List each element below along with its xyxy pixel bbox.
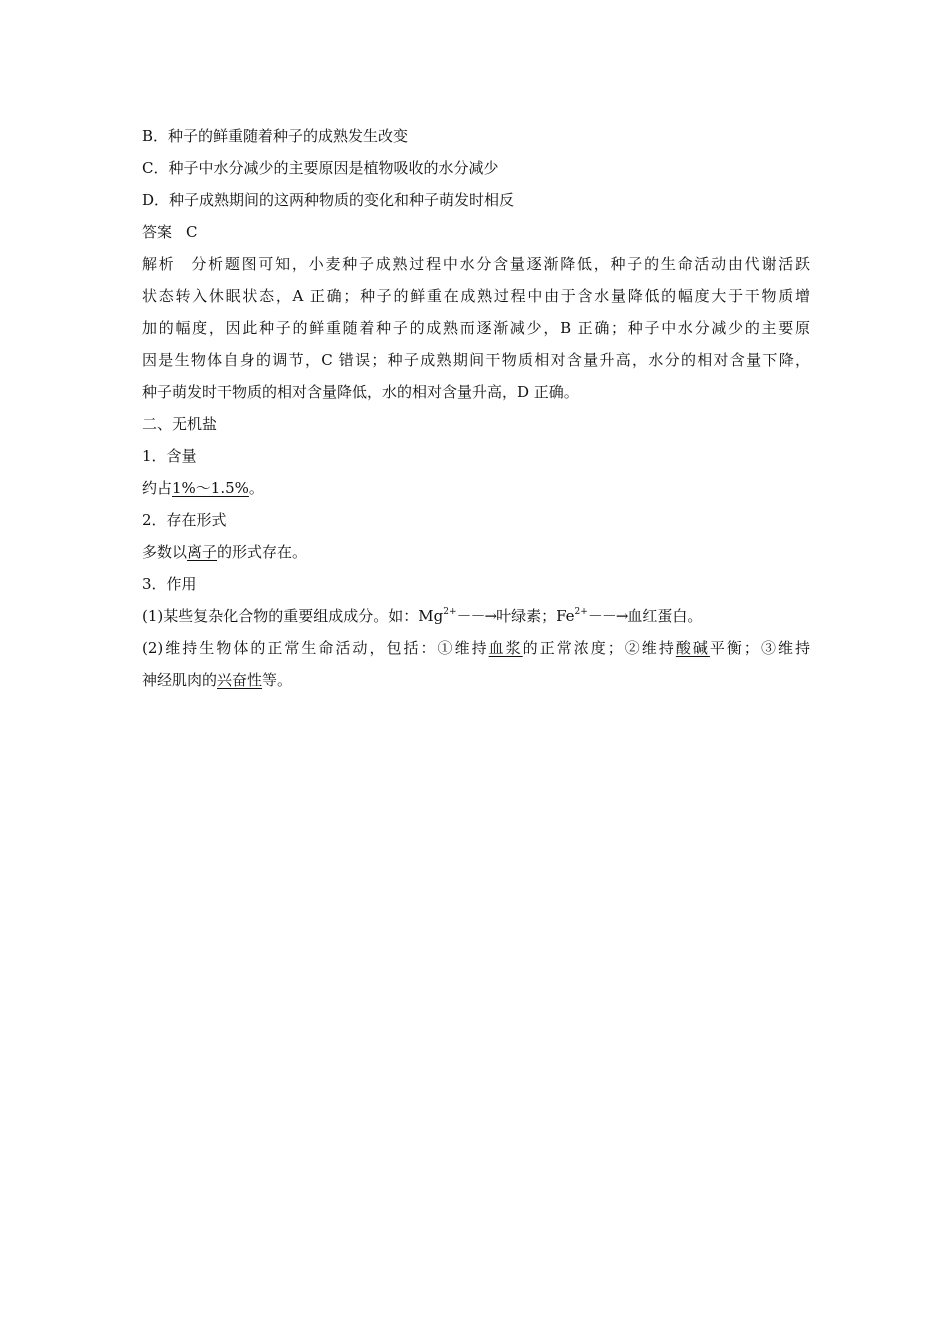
- form-heading: 2．存在形式: [142, 511, 227, 529]
- analysis-text: 分析题图可知，小麦种子成熟过程中水分含量逐渐降低，种子的生命活动由代谢活跃: [189, 255, 810, 273]
- acid-base-blank: 酸碱: [675, 639, 710, 657]
- arrow-icon: －－→: [587, 607, 628, 625]
- form-suffix: 的形式存在。: [217, 543, 308, 561]
- analysis-line: 因是生物体自身的调节，C 错误；种子成熟期间干物质相对含量升高，水分的相对含量下降，: [142, 351, 810, 369]
- option-d: D．种子成熟期间的这两种物质的变化和种子萌发时相反: [142, 191, 515, 209]
- option-b: B．种子的鲜重随着种子的成熟发生改变: [142, 127, 409, 145]
- function-item-2: [142, 632, 810, 696]
- analysis-line: [142, 248, 810, 280]
- form-prefix: 多数以: [142, 543, 188, 561]
- content-heading: 1．含量: [142, 447, 197, 465]
- content-blank: 1%～1.5%: [172, 479, 249, 497]
- form-blank: 离子: [187, 543, 218, 561]
- function-heading: 3．作用: [142, 575, 197, 593]
- function-item-2-text: 神经肌肉的: [142, 671, 218, 689]
- mg-charge: 2+: [443, 607, 457, 617]
- function-item-1-text: (1)某些复杂化合物的重要组成成分。如：Mg: [142, 607, 444, 625]
- content-prefix: 约占: [142, 479, 173, 497]
- function-item-1-text: 叶绿素；Fe: [496, 607, 575, 625]
- function-item-2-text: 平衡；③维持: [709, 639, 810, 657]
- content-suffix: 。: [248, 479, 264, 497]
- document-content: [142, 120, 810, 696]
- fe-charge: 2+: [574, 607, 588, 617]
- function-item-2-text: 的正常浓度；②维持: [522, 639, 676, 657]
- answer-line: [142, 216, 810, 248]
- content-text: [142, 472, 810, 504]
- analysis-line: 加的幅度，因此种子的鲜重随着种子的成熟而逐渐减少，B 正确；种子中水分减少的主要原: [142, 319, 810, 337]
- analysis-line: 种子萌发时干物质的相对含量降低，水的相对含量升高，D 正确。: [142, 383, 579, 401]
- function-item-1: [142, 600, 810, 632]
- form-text: [142, 536, 810, 568]
- analysis-label: 解析: [142, 255, 176, 273]
- function-item-2-text: 等。: [262, 671, 293, 689]
- answer-label: 答案: [142, 223, 173, 241]
- arrow-icon: －－→: [456, 607, 497, 625]
- function-item-2-text: (2)维持生物体的正常生命活动，包括：①维持: [142, 639, 489, 657]
- answer-value: C: [186, 223, 198, 241]
- plasma-blank: 血浆: [488, 639, 523, 657]
- analysis-line: 状态转入休眠状态，A 正确；种子的鲜重在成熟过程中由于含水量降低的幅度大于干物质增: [142, 287, 810, 305]
- section-heading: 二、无机盐: [142, 415, 218, 433]
- function-item-1-text: 血红蛋白。: [627, 607, 703, 625]
- function-item-2-line: [142, 664, 810, 696]
- excitability-blank: 兴奋性: [217, 671, 263, 689]
- analysis-paragraph: [142, 248, 810, 408]
- option-c: C．种子中水分减少的主要原因是植物吸收的水分减少: [142, 159, 499, 177]
- function-item-2-line: [142, 632, 810, 664]
